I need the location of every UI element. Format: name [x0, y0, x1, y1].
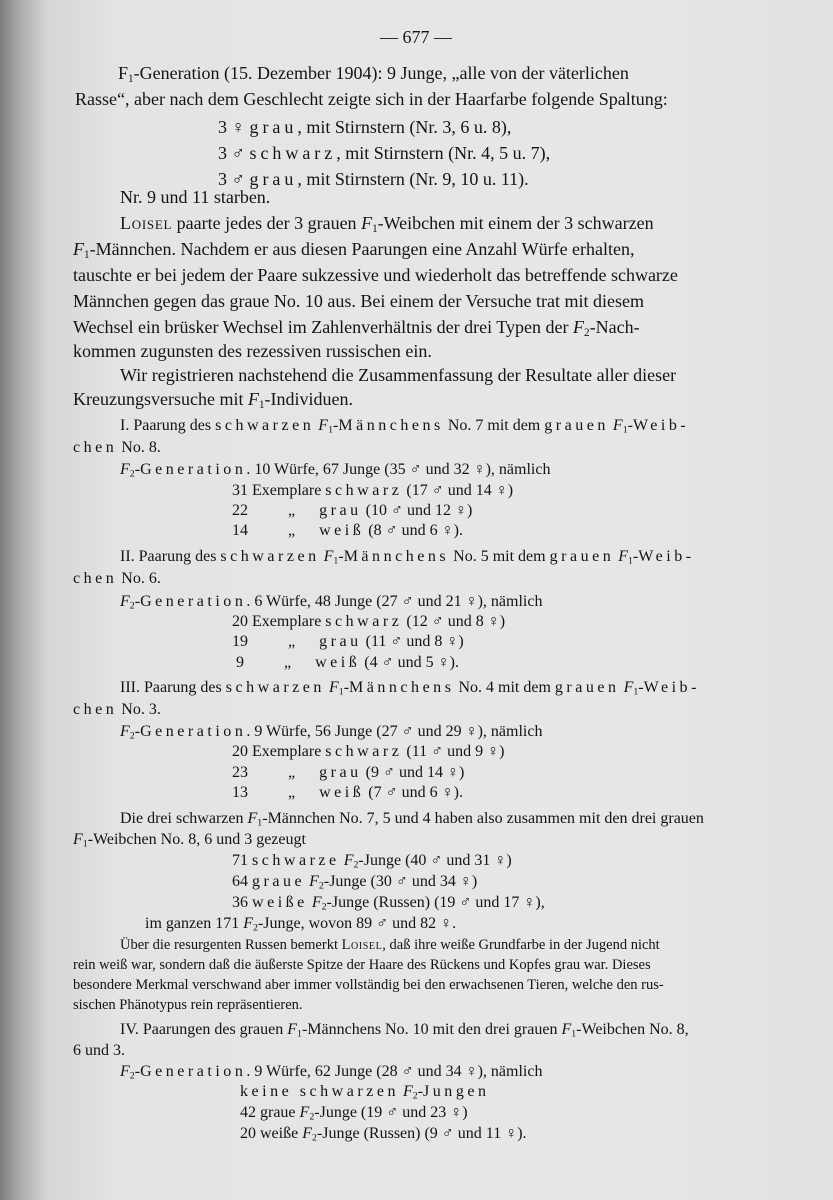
text-line: 19 „ grau (11 ♂ und 8 ♀) — [232, 633, 464, 650]
text-line: Loisel paarte jedes der 3 grauen $F_1$-Weibchen mit einem der 3 schwarzen — [120, 213, 654, 235]
text-line: Wechsel ein brüsker Wechsel im Zahlenverhältnis der drei Typen der $F_2-Nach-$ — [73, 317, 640, 339]
text-line: $F_1$-Männchen. Nachdem er aus diesen Paarungen eine Anzahl Würfe erhalten, — [73, 239, 635, 261]
text-line: 42 graue $F_2$-Junge (19 ♂ und 23 ♀) — [240, 1104, 468, 1123]
text-line: Die drei schwarzen $F_1$-Männchen No. 7, 5 und 4 haben also zusammen mit den drei grauen — [120, 810, 704, 829]
text-line: 9 „ weiß (4 ♂ und 5 ♀). — [232, 654, 459, 671]
text-line: keine schwarzen $F_2$-Jungen — [240, 1083, 490, 1102]
text-line: chen No. 8. — [73, 439, 161, 456]
text-line: 3 ♂ grau, mit Stirnstern (Nr. 9, 10 u. 11). — [218, 169, 529, 189]
text-line: sischen Phänotypus rein repräsentieren. — [73, 997, 303, 1013]
text-line: 31 Exemplare schwarz (17 ♂ und 14 ♀) — [232, 482, 514, 499]
text-line: 22 „ grau (10 ♂ und 12 ♀) — [232, 502, 473, 519]
text-line: $F_2$-Generation. 9 Würfe, 56 Junge (27 ♂ und 29 ♀), nämlich — [120, 723, 543, 742]
text-line: 20 Exemplare schwarz (11 ♂ und 9 ♀) — [232, 743, 505, 760]
text-line: 20 Exemplare schwarz (12 ♂ und 8 ♀) — [232, 613, 506, 630]
text-line: 20 weiße $F_2$-Junge (Russen) (9 ♂ und 11 ♀). — [240, 1125, 527, 1144]
text-line: Wir registrieren nachstehend die Zusammenfassung der Resultate aller dieser — [120, 365, 677, 385]
text-line: Männchen gegen das graue No. 10 aus. Bei einem der Versuche trat mit diesem — [73, 291, 644, 311]
text-line: 3 ♂ schwarz, mit Stirnstern (Nr. 4, 5 u. 7), — [218, 143, 551, 163]
text-line: chen No. 3. — [73, 701, 161, 718]
text-line: 13 „ weiß (7 ♂ und 6 ♀). — [232, 784, 463, 801]
text-line: besondere Merkmal verschwand aber immer vollständig bei den erwachsenen Tieren, welche den rus- — [73, 977, 664, 993]
text-line: IV. Paarungen des grauen $F_1$-Männchens No. 10 mit den drei grauen $F_1$-Weibchen No. 8, — [120, 1021, 689, 1040]
text-line: kommen zugunsten des rezessiven russischen ein. — [73, 341, 432, 361]
text-line: $F_2$-Generation. 9 Würfe, 62 Junge (28 ♂ und 34 ♀), nämlich — [120, 1063, 543, 1082]
text-line: 23 „ grau (9 ♂ und 14 ♀) — [232, 764, 465, 781]
text-line: Kreuzungsversuche mit $F_1$-Individuen. — [73, 389, 354, 411]
text-line: Nr. 9 und 11 starben. — [120, 187, 271, 207]
text-line: $F_2$-Generation. 6 Würfe, 48 Junge (27 ♂ und 21 ♀), nämlich — [120, 593, 543, 612]
text-line: $F_1$-Weibchen No. 8, 6 und 3 gezeugt — [73, 831, 306, 850]
text-line: Über die resurgenten Russen bemerkt Loisel, daß ihre weiße Grundfarbe in der Jugend nicht — [120, 937, 660, 953]
text-line: 6 und 3. — [73, 1042, 125, 1059]
text-line: 64 graue $F_2$-Junge (30 ♂ und 34 ♀) — [232, 873, 478, 892]
text-line: $F_1$-Generation (15. Dezember 1904): 9 Junge, „alle von der väterlichen — [118, 63, 629, 85]
text-line: rein weiß war, sondern daß die äußerste Spitze der Haare des Rückens und Kopfes grau war. Dieses — [73, 957, 651, 973]
text-line: 3 ♀ grau, mit Stirnstern (Nr. 3, 6 u. 8), — [218, 117, 512, 137]
text-line: tauschte er bei jedem der Paare sukzessive und wiederholt das betreffende schwarze — [73, 265, 678, 285]
text-line: Rasse“, aber nach dem Geschlecht zeigte sich in der Haarfarbe folgende Spaltung: — [75, 89, 668, 109]
text-line: 14 „ weiß (8 ♂ und 6 ♀). — [232, 522, 463, 539]
text-line: chen No. 6. — [73, 570, 161, 587]
text-line: I. Paarung des schwarzen $F_1$-Männchens No. 7 mit dem grauen $F_1-Weib-$ — [120, 417, 690, 436]
text-line: 36 weiße $F_2$-Junge (Russen) (19 ♂ und 17 ♀), — [232, 894, 545, 913]
text-line: 71 schwarze $F_2$-Junge (40 ♂ und 31 ♀) — [232, 852, 512, 871]
page-number: — 677 — — [380, 27, 452, 47]
text-line: III. Paarung des schwarzen $F_1$-Männchens No. 4 mit dem grauen $F_1-Weib-$ — [120, 679, 700, 698]
text-line: II. Paarung des schwarzen $F_1$-Männchens No. 5 mit dem grauen $F_1-Weib-$ — [120, 548, 695, 567]
text-line: im ganzen 171 $F_2$-Junge, wovon 89 ♂ und 82 ♀. — [145, 915, 457, 934]
text-line: $F_2$-Generation. 10 Würfe, 67 Junge (35 ♂ und 32 ♀), nämlich — [120, 461, 551, 480]
